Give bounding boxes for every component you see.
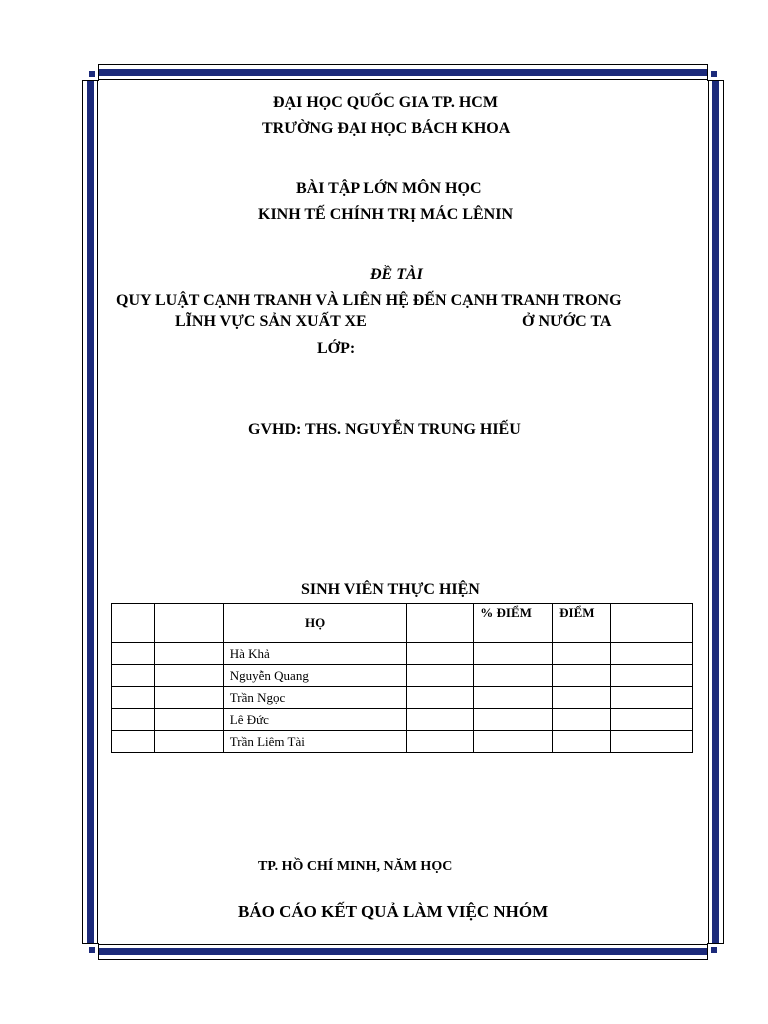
table-cell: [112, 643, 155, 665]
table-header-row: [112, 604, 693, 643]
table-cell: [474, 665, 553, 687]
instructor: GVHD: THS. NGUYỄN TRUNG HIẾU: [248, 421, 521, 438]
table-cell: [154, 731, 223, 753]
table-cell: [474, 687, 553, 709]
course-line-2: KINH TẾ CHÍNH TRỊ MÁC LÊNIN: [258, 206, 514, 223]
student-name: Trần Ngọc: [223, 687, 407, 709]
table-cell: [407, 687, 474, 709]
column-header: [611, 604, 693, 643]
table-cell: [112, 709, 155, 731]
table-row: [112, 709, 693, 731]
table-cell: [112, 665, 155, 687]
students-table: [111, 603, 693, 753]
corner-ornament-bottom-left: [82, 943, 99, 960]
table-cell: [611, 709, 693, 731]
student-name: Lê Đức: [223, 709, 407, 731]
table-cell: [611, 665, 693, 687]
column-header-percent-score: % ĐIỂM: [474, 604, 553, 643]
table-cell: [112, 687, 155, 709]
university-name: ĐẠI HỌC QUỐC GIA TP. HCM: [273, 94, 498, 111]
table-cell: [154, 665, 223, 687]
column-header-score: ĐIỂM: [553, 604, 611, 643]
table-cell: [474, 643, 553, 665]
table-cell: [553, 709, 611, 731]
table-cell: [611, 687, 693, 709]
topic-title-line-1: QUY LUẬT CẠNH TRANH VÀ LIÊN HỆ ĐẾN CẠNH TRANH TRONG: [116, 292, 622, 309]
table-cell: [553, 643, 611, 665]
column-header-ho: HỌ: [223, 604, 407, 643]
table-cell: [611, 731, 693, 753]
table-cell: [407, 665, 474, 687]
class-label: LỚP:: [317, 340, 356, 357]
table-row: [112, 731, 693, 753]
corner-ornament-top-right: [707, 64, 724, 81]
column-header: [407, 604, 474, 643]
student-name: Trần Liêm Tài: [223, 731, 407, 753]
table-row: [112, 687, 693, 709]
table-cell: [112, 731, 155, 753]
table-cell: [154, 687, 223, 709]
topic-title-line-2b: Ở NƯỚC TA: [522, 313, 612, 330]
school-name: TRƯỜNG ĐẠI HỌC BÁCH KHOA: [262, 120, 511, 137]
table-cell: [474, 731, 553, 753]
topic-title-line-2a: LĨNH VỰC SẢN XUẤT XE: [175, 313, 367, 330]
table-cell: [407, 731, 474, 753]
corner-ornament-bottom-right: [707, 943, 724, 960]
corner-ornament-top-left: [82, 64, 99, 81]
table-cell: [154, 643, 223, 665]
report-title: BÁO CÁO KẾT QUẢ LÀM VIỆC NHÓM: [238, 902, 549, 921]
student-name: Hà Khả: [223, 643, 407, 665]
table-row: [112, 665, 693, 687]
table-cell: [407, 643, 474, 665]
column-header: [112, 604, 155, 643]
table-row: [112, 643, 693, 665]
course-line-1: BÀI TẬP LỚN MÔN HỌC: [296, 180, 482, 197]
table-cell: [154, 709, 223, 731]
students-heading: SINH VIÊN THỰC HIỆN: [301, 581, 480, 598]
table-cell: [553, 731, 611, 753]
table-cell: [553, 687, 611, 709]
table-cell: [474, 709, 553, 731]
column-header: [154, 604, 223, 643]
table-cell: [553, 665, 611, 687]
place-and-year: TP. HỒ CHÍ MINH, NĂM HỌC: [258, 859, 453, 874]
student-name: Nguyễn Quang: [223, 665, 407, 687]
topic-label: ĐỀ TÀI: [370, 266, 423, 283]
table-cell: [611, 643, 693, 665]
table-cell: [407, 709, 474, 731]
